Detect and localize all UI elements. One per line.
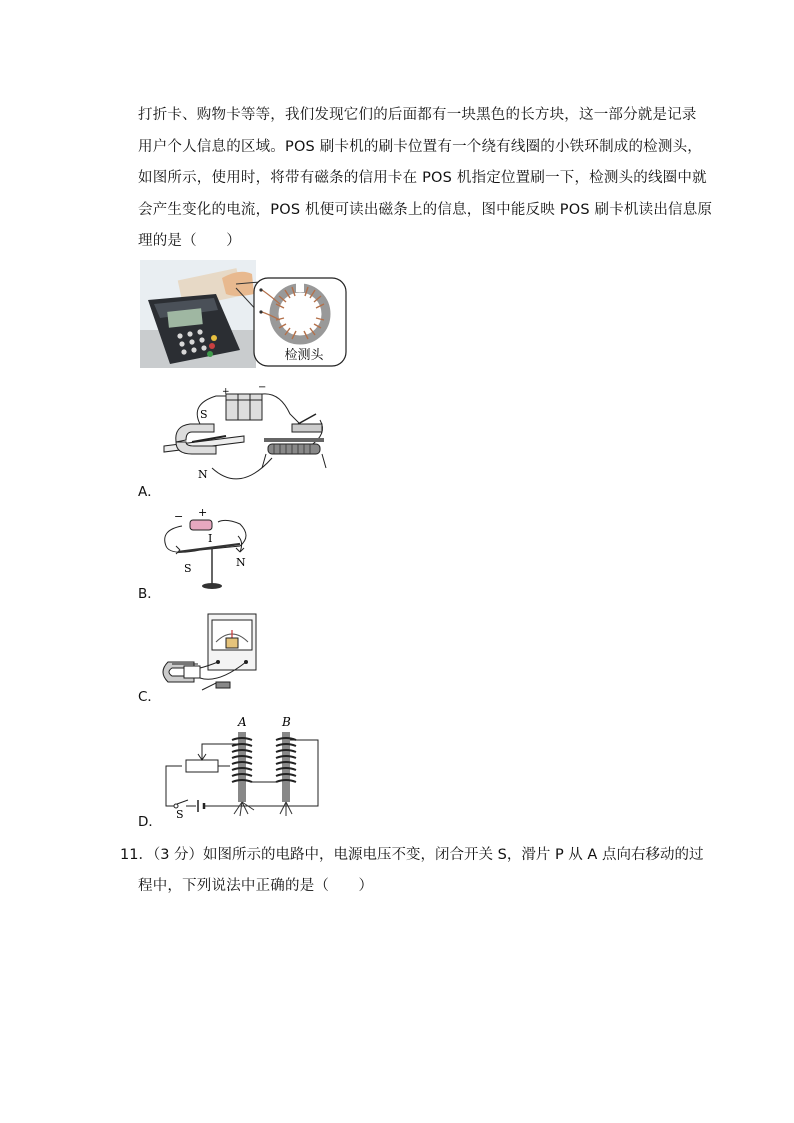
option-b-plus: + [198, 506, 208, 519]
option-c-label[interactable]: C． [138, 689, 161, 705]
q10-stem-line-2: 用户个人信息的区域。POS 刷卡机的刷卡位置有一个绕有线圈的小铁环制成的检测头， [138, 139, 702, 155]
option-d-switch-label: S [176, 808, 184, 820]
q10-stem-line-4: 会产生变化的电流，POS 机便可读出磁条上的信息，图中能反映 POS 刷卡机读出信息原 [138, 202, 713, 218]
option-d-nail-b: B [282, 715, 291, 729]
option-b-figure [160, 506, 260, 592]
q10-stem-line-1: 打折卡、购物卡等等，我们发现它们的后面都有一块黑色的长方块，这一部分就是记录 [138, 107, 697, 123]
option-b-minus: − [174, 510, 184, 523]
option-c-figure [158, 612, 258, 696]
option-a-pole-n: N [198, 468, 208, 481]
option-a-figure [160, 384, 330, 492]
q11-stem-line-1: 11．（3 分）如图所示的电路中，电源电压不变，闭合开关 S，滑片 P 从 A 点向右移动的过 [120, 847, 704, 863]
option-a-label[interactable]: A． [138, 484, 161, 500]
option-b-pole-n: N [236, 556, 246, 569]
q10-stem-line-3: 如图所示，使用时，将带有磁条的信用卡在 POS 机指定位置刷一下，检测头的线圈中就 [138, 170, 707, 186]
detector-head-caption: 检测头 [284, 348, 324, 363]
pos-machine-figure [140, 260, 350, 370]
option-d-nail-a: A [238, 715, 247, 729]
q11-stem-line-2: 程中，下列说法中正确的是（ ） [138, 878, 374, 894]
option-d-figure [158, 714, 320, 820]
option-b-pole-s: S [184, 562, 192, 575]
option-b-current: I [208, 532, 213, 545]
option-d-label[interactable]: D． [138, 814, 162, 830]
option-b-label[interactable]: B． [138, 586, 161, 602]
option-a-minus: − [258, 384, 267, 393]
option-a-pole-s: S [200, 408, 208, 421]
q10-stem-line-5: 理的是（ ） [138, 233, 241, 249]
option-a-plus: + [222, 387, 230, 397]
